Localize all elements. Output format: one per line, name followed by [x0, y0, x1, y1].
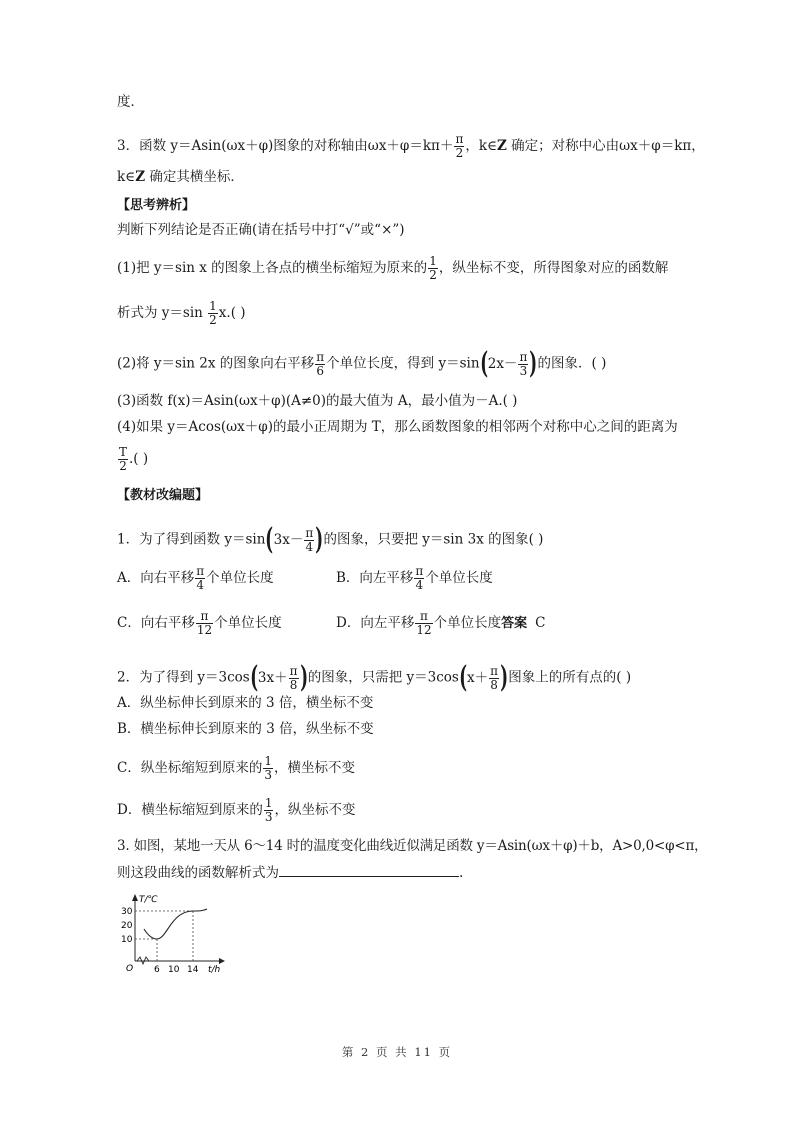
- exercise-1-stem: 1．为了得到函数 y＝sin ( 3x－ π 4 ) 的图象，只要把 y＝sin 3x 的图象( ): [117, 522, 544, 557]
- think-q3: (3)函数 f(x)＝Asin(ωx＋φ)(A≠0)的最大值为 A，最小值为－A.( ): [117, 393, 518, 409]
- y-axis-label: T/℃: [139, 895, 158, 905]
- right-paren-icon: ): [299, 660, 308, 695]
- x-tick-6: 6: [154, 965, 160, 973]
- x-tick-10: 10: [168, 965, 180, 973]
- symmetry-line-1: 3．函数 y＝Asin(ωx＋φ)图象的对称轴由ωx＋φ＝kπ＋ $\frac{\pi}{2}$ ，k∈Z 确定；对称中心由ωx＋φ＝kπ，: [117, 132, 705, 160]
- exercise-1-option-C: C．向右平移 $\frac{\pi}{12}$ 个单位长度: [117, 609, 282, 637]
- bracket-group-e1: ( 3x－ π 4 ): [265, 522, 324, 557]
- section-heading-think: 【思考辨析】: [117, 198, 196, 213]
- exercise-2-option-C: C．纵坐标缩短到原来的 $\frac{1}{3}$ ，横坐标不变: [117, 754, 355, 782]
- symmetry-text-a: 3．函数 y＝Asin(ωx＋φ)图象的对称轴由ωx＋φ＝kπ＋: [117, 138, 454, 154]
- exercise-1-option-B: B．向左平移 $\frac{\pi}{4}$ 个单位长度: [336, 564, 493, 592]
- temperature-graph: [115, 893, 230, 973]
- left-paren-icon: (: [459, 660, 467, 695]
- y-tick-10: 10: [121, 935, 133, 945]
- exercise-3-line2: 则这段曲线的函数解析式为 .: [117, 862, 463, 883]
- fraction-pi-over-4: π 4: [305, 525, 314, 554]
- fraction-pi-over-8-b: π 8: [490, 663, 499, 692]
- exercise-2-option-B: B．横坐标伸长到原来的 3 倍，纵坐标不变: [117, 721, 374, 737]
- left-paren-icon: (: [265, 522, 274, 557]
- fraction-one-half: $\frac{1}{2}$: [429, 254, 437, 282]
- exercise-1-option-D: D．向左平移 $\frac{\pi}{12}$ 个单位长度答案 C: [336, 609, 546, 637]
- think-q4-line2: $\frac{T}{2}$ .( ): [119, 445, 149, 473]
- think-q1-line2: 析式为 y＝sin $\frac{1}{2}$ x.( ): [117, 299, 246, 327]
- answer-blank[interactable]: [279, 862, 459, 877]
- fraction-pi-over-3: π 3: [519, 349, 528, 378]
- x-tick-14: 14: [187, 965, 199, 973]
- y-tick-30: 30: [121, 907, 133, 917]
- exercise-2-option-A: A．纵坐标伸长到原来的 3 倍，横坐标不变: [117, 695, 374, 711]
- exercise-2-option-D: D．横坐标缩短到原来的 $\frac{1}{3}$ ，纵坐标不变: [117, 796, 356, 824]
- exercise-2-stem: 2．为了得到 y＝3cos ( 3x＋ π 8 ) 的图象，只需把 y＝3cos ( x＋ π 8 ) 图象上的所有点的( ): [117, 660, 632, 695]
- exercise-3-line1: 3. 如图，某地一天从 6～14 时的温度变化曲线近似满足函数 y＝Asin(ωx＋φ)＋b，A>0,0<φ<π，: [117, 838, 708, 854]
- fraction-option-C: $\frac{\pi}{12}$: [196, 609, 213, 637]
- left-paren-icon: (: [249, 660, 258, 695]
- fraction-option-B: $\frac{\pi}{4}$: [415, 564, 424, 592]
- bracket-group-e2a: ( 3x＋ π 8 ): [249, 660, 308, 695]
- think-q4-line1: (4)如果 y＝Acos(ωx＋φ)的最小正周期为 T，那么函数图象的相邻两个对称中心之间的距离为: [117, 419, 678, 435]
- page-footer: 第 2 页 共 11 页: [341, 1045, 453, 1059]
- fraction-T-over-2: $\frac{T}{2}$: [119, 445, 128, 473]
- x-axis-label: t/h: [208, 965, 221, 973]
- y-tick-20: 20: [121, 921, 133, 931]
- section-heading-textbook: 【教材改编题】: [117, 488, 209, 503]
- right-paren-icon: ): [500, 660, 509, 695]
- answer-value: C: [535, 615, 546, 631]
- fraction-option-D: $\frac{\pi}{12}$: [416, 609, 432, 637]
- fraction-pi-over-6: $\frac{\pi}{6}$: [316, 349, 325, 378]
- fraction-pi-over-2: $\frac{\pi}{2}$: [455, 132, 464, 160]
- fraction-one-half-b: $\frac{1}{2}$: [209, 299, 217, 327]
- temperature-curve: [144, 909, 207, 939]
- fraction-one-third-a: $\frac{1}{3}$: [264, 754, 272, 782]
- symmetry-line-2: k∈Z 确定其横坐标．: [117, 169, 244, 185]
- bracket-group-q2: ( 2x－ π 3 ): [479, 346, 538, 381]
- fraction-option-A: $\frac{\pi}{4}$: [196, 564, 205, 592]
- right-paren-icon: ): [315, 522, 324, 557]
- think-q2: (2)将 y＝sin 2x 的图象向右平移 $\frac{\pi}{6}$ 个单位长度，得到 y＝sin ( 2x－ π 3 ) 的图象．( ): [117, 346, 607, 381]
- exercise-1-option-A: A．向右平移 $\frac{\pi}{4}$ 个单位长度: [117, 564, 274, 592]
- right-paren-icon: ): [529, 346, 538, 381]
- think-q1-line1: (1)把 y＝sin x 的图象上各点的横坐标缩短为原来的 $\frac{1}{2}$ ，纵坐标不变，所得图象对应的函数解: [117, 254, 669, 282]
- fraction-one-third-b: $\frac{1}{3}$: [264, 796, 273, 824]
- continuation-text: 度．: [117, 94, 144, 110]
- y-axis-arrow-icon: [132, 894, 138, 901]
- think-intro: 判断下列结论是否正确(请在括号中打“√”或“×”): [117, 222, 405, 238]
- origin-label: O: [126, 964, 134, 973]
- left-paren-icon: (: [479, 346, 488, 381]
- fraction-pi-over-8-a: π 8: [289, 663, 298, 692]
- x-axis-arrow-icon: [219, 958, 225, 964]
- answer-label: 答案: [501, 616, 528, 631]
- bracket-group-e2b: ( x＋ π 8 ): [459, 660, 509, 695]
